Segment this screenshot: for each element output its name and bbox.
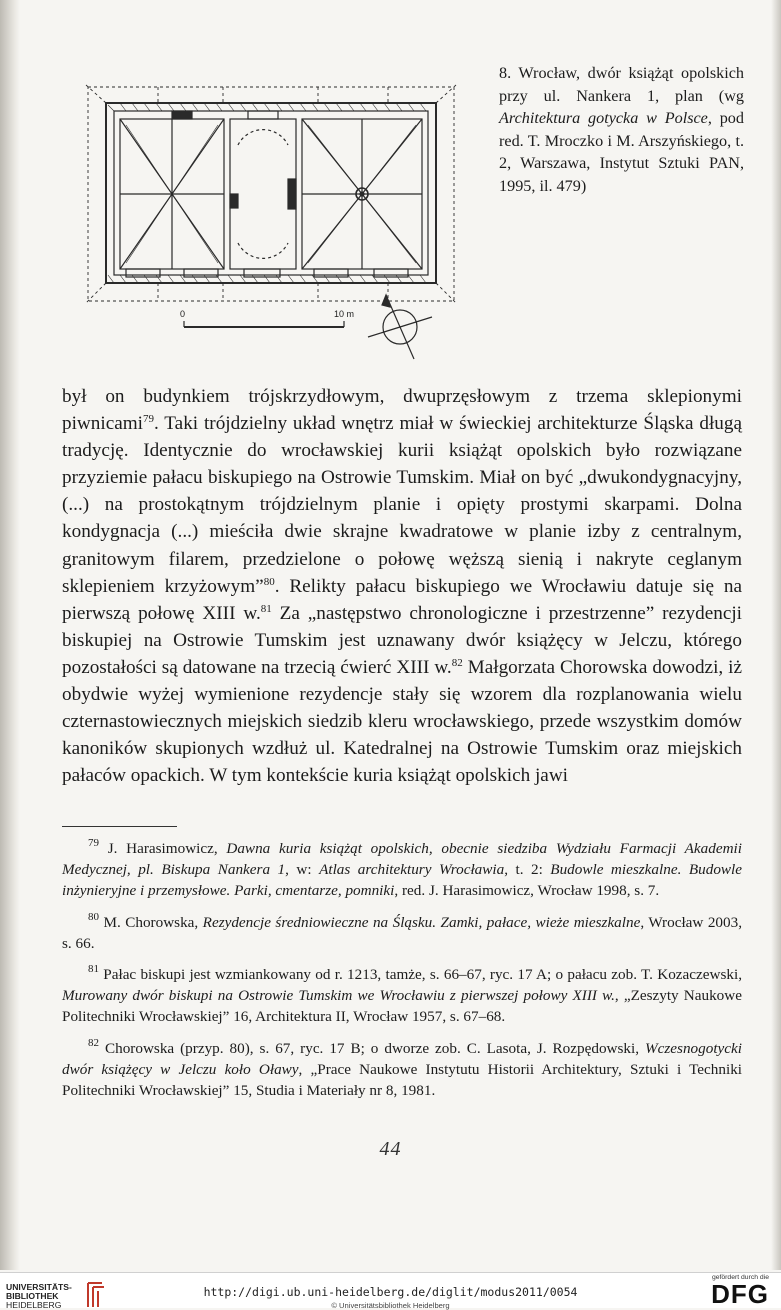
footnote-text: , „Prace Naukowe Instytutu Historii Architektury, Sztuki i Techniki Politechniki Wrocławskiej” 15, Studia i Materiały nr 8, 1981. (62, 1060, 743, 1100)
body-paragraph (62, 383, 742, 789)
caption-text: 8. Wrocław, dwór książąt opolskich przy ul. Nankera 1, plan (wg (499, 64, 744, 105)
dfg-logo[interactable]: DFG (711, 1279, 769, 1309)
floor-plan-figure (68, 75, 468, 370)
footnote-number: 79 (88, 836, 99, 849)
footnote-title: Murowany dwór biskupi na Ostrowie Tumskim we Wrocławiu z pierwszej połowy XIII w. (62, 987, 615, 1005)
footnote-text: , „Zeszyty Naukowe Politechniki Wrocławskiej” 16, Architektura II, Wrocław 1957, s. 67–68. (62, 987, 742, 1026)
digital-library-url[interactable]: http://digi.ub.uni-heidelberg.de/diglit/modus2011/0054 (203, 1285, 578, 1299)
caption-title: Architektura gotycka w Polsce (499, 109, 708, 128)
footnote-82 (62, 1038, 742, 1102)
caption-source: , pod red. T. Mroczko i M. Arszyńskiego, t. 2, Warszawa, Instytut Sztuki PAN, 1995, il. 479) (499, 109, 744, 195)
body-text-5: Małgorzata Chorowska dowodzi, iż obydwie wyżej wymienione rezydencje stały się wzorem dla rozplanowania wielu czternastowiecznych miejskich siedzib kleru wrocławskiego, przede wszystkim domów kanoników skupionych wzdłuż ul. Katedralnej na Ostrowie Tumskim oraz miejskich pałaców opackich. W tym kontekście kuria książąt opolskich jawi (62, 656, 742, 787)
footnote-text: , red. J. Harasimowicz, Wrocław 1998, s. 7. (394, 882, 660, 900)
scale-start-label: 0 (180, 309, 186, 319)
body-text-3: . Relikty pałacu biskupiego we Wrocławiu datuje się na pierwszą połowę XIII w. (62, 575, 743, 624)
footnote-ref-79[interactable]: 79 (143, 412, 154, 425)
footnote-80 (62, 912, 742, 954)
footnotes (62, 826, 742, 1101)
footnote-79 (62, 838, 742, 902)
logo-line-1: UNIVERSITÄTS- (6, 1282, 72, 1292)
page-shadow-right (771, 0, 781, 1270)
floor-plan-drawing (68, 75, 468, 370)
footnote-text: , Wrocław 2003, s. 66. (62, 913, 743, 952)
funded-by-label: gefördert durch die (711, 1274, 769, 1281)
footnote-ref-81[interactable]: 81 (260, 602, 272, 615)
footnote-text: J. Harasimowicz, (99, 840, 227, 857)
footnote-text: Chorowska (przyp. 80), s. 67, ryc. 17 B; o dworze zob. C. Lasota, J. Rozpędowski, (99, 1039, 645, 1057)
footnote-number: 82 (88, 1036, 99, 1049)
footnote-title: Wczesnogotycki dwór książęcy w Jelczu koło Oławy (62, 1039, 742, 1078)
footnote-title: Dawna kuria książąt opolskich, obecnie siedziba Wydziału Farmacji Akademii Medycznej, pl. Biskupa Nankera 1 (62, 840, 742, 879)
copyright-notice: © Universitätsbibliothek Heidelberg (331, 1301, 450, 1310)
footnote-number: 81 (88, 962, 99, 975)
footnote-title: Atlas architektury Wrocławia (319, 861, 505, 879)
body-text-4: Za „następstwo chronologiczne i przestrzenne” rezydencji biskupiej na Ostrowie Tumskim jest uznawany dwór książęcy w Jelczu, którego pozostałości są datowane na trzecią ćwierć XIII w. (62, 602, 742, 678)
footnote-title: Budowle mieszkalne. Budowle inżynieryjne i przemysłowe. Parki, cmentarze, pomniki (62, 861, 743, 900)
body-text-2: . Taki trójdzielny układ wnętrz miał w świeckiej architekturze Śląska długą tradycję. Identycznie do wrocławskiej kurii książąt opolskich było rozwiązane przyziemie pałacu biskupiego na Ostrowie Tumskim. Miał on być „dwukondygnacyjny, (...) na prostokątnym trójdzielnym planie i opięty prostymi skarpami. Dolna kondygnacja (...) mieściła dwie skrajne kwadratowe w planie izby z centralnym, granitowym filarem, przedzielone o połowę węższą sienią i nakryte ceglanym sklepieniem krzyżowym” (62, 413, 742, 597)
footnote-text: , w: (285, 861, 320, 879)
footnote-81 (62, 964, 742, 1028)
scale-end-label: 10 m (334, 309, 355, 319)
page-number: 44 (379, 1138, 402, 1160)
body-text-1: był on budynkiem trójskrzydłowym, dwuprzęsłowym z trzema sklepionymi piwnicami (62, 386, 742, 435)
footnote-text: M. Chorowska, (99, 913, 203, 931)
footnote-text: , t. 2: (504, 861, 551, 879)
footnote-ref-80[interactable]: 80 (263, 575, 275, 588)
logo-line-3: HEIDELBERG (6, 1300, 62, 1310)
footnote-title: Rezydencje średniowieczne na Śląsku. Zamki, pałace, wieże mieszkalne (202, 913, 641, 931)
figure-caption (499, 62, 744, 198)
page-shadow-left (0, 0, 20, 1270)
footer-bar (0, 1272, 781, 1308)
footnote-text: Pałac biskupi jest wzmiankowany od r. 1213, tamże, s. 66–67, ryc. 17 A; o pałacu zob. T. Kozaczewski, (99, 966, 742, 984)
footnote-ref-82[interactable]: 82 (451, 656, 463, 669)
footnote-number: 80 (88, 910, 99, 923)
logo-line-2: BIBLIOTHEK (6, 1291, 59, 1301)
